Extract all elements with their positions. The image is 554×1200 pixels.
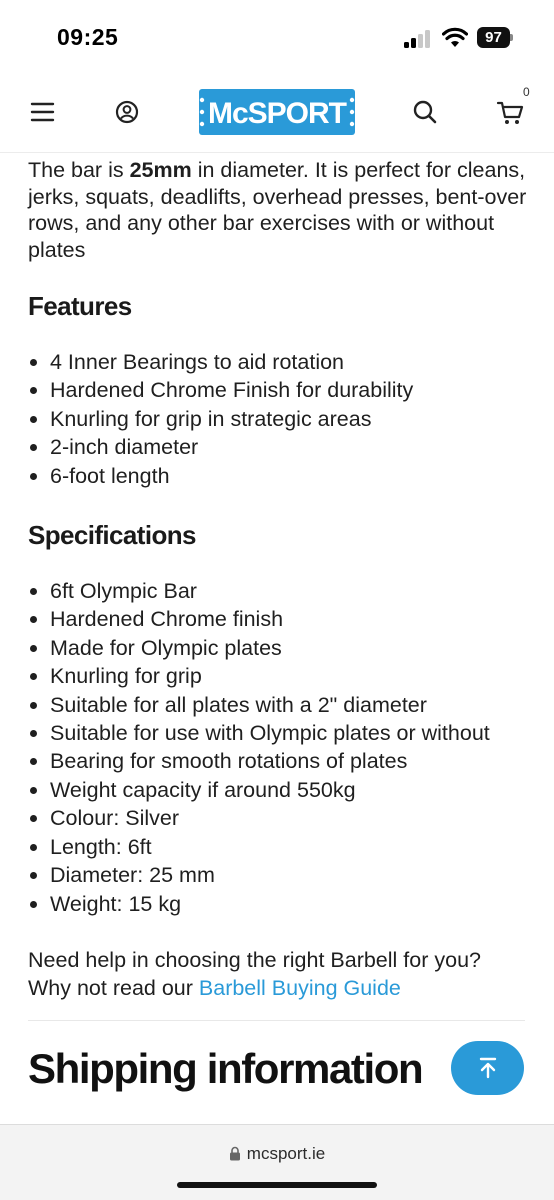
features-heading: Features [28, 291, 132, 321]
list-item: Length: 6ft [28, 833, 528, 861]
signal-icon [404, 30, 434, 48]
site-header [0, 75, 554, 153]
list-item: Bearing for smooth rotations of plates [28, 747, 528, 775]
logo-text: McSPORT [207, 97, 347, 130]
list-item: Hardened Chrome Finish for durability [28, 376, 528, 404]
features-list [28, 348, 528, 490]
list-item: 6-foot length [28, 462, 528, 490]
back-to-top-button[interactable] [451, 1041, 524, 1095]
list-item: 6ft Olympic Bar [28, 577, 528, 605]
search-icon[interactable] [408, 95, 442, 129]
specifications-list [28, 577, 528, 918]
help-text: Need help in choosing the right Barbell for you? Why not read our Barbell Buying Guide [28, 947, 481, 1000]
list-item: Suitable for all plates with a 2" diameter [28, 691, 528, 719]
list-item: Weight: 15 kg [28, 890, 528, 918]
status-time: 09:25 [57, 24, 119, 50]
url-display[interactable] [0, 1144, 554, 1164]
product-description [28, 153, 528, 1093]
battery-icon [477, 27, 513, 48]
url-text: mcsport.ie [246, 1144, 326, 1163]
cart-count-badge: 0 [523, 85, 530, 99]
lock-icon [229, 1146, 241, 1161]
list-item: 2-inch diameter [28, 433, 528, 461]
list-item: Knurling for grip in strategic areas [28, 405, 528, 433]
list-item: Hardened Chrome finish [28, 605, 528, 633]
list-item: Made for Olympic plates [28, 634, 528, 662]
shipping-information-heading: Shipping information [28, 1044, 423, 1092]
wifi-icon [442, 26, 468, 48]
list-item: Suitable for use with Olympic plates or without [28, 719, 528, 747]
barbell-buying-guide-link[interactable]: Barbell Buying Guide [198, 975, 401, 1000]
browser-address-bar[interactable] [0, 1124, 554, 1200]
list-item: Colour: Silver [28, 804, 528, 832]
status-bar [0, 0, 554, 75]
home-indicator[interactable] [177, 1182, 377, 1188]
arrow-up-icon [476, 1056, 500, 1080]
cart-icon[interactable] [494, 95, 528, 129]
battery-level: 97 [477, 27, 510, 48]
account-icon[interactable] [110, 95, 144, 129]
list-item: Weight capacity if around 550kg [28, 776, 528, 804]
intro-paragraph: The bar is 25mm in diameter. It is perfect for cleans, jerks, squats, deadlifts, overhead presses, bent-over rows, and any other bar exercises with or without plates [28, 158, 527, 262]
mcsport-logo[interactable] [199, 89, 355, 135]
list-item: Diameter: 25 mm [28, 861, 528, 889]
menu-icon[interactable] [26, 95, 60, 129]
divider [28, 1020, 525, 1021]
list-item: 4 Inner Bearings to aid rotation [28, 348, 528, 376]
specifications-heading: Specifications [28, 520, 196, 551]
list-item: Knurling for grip [28, 662, 528, 690]
diameter-highlight: 25mm [129, 158, 192, 182]
